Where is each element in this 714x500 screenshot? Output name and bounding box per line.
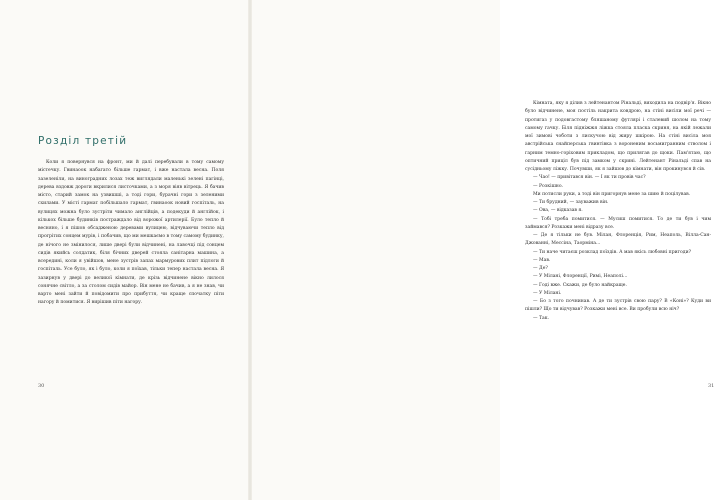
right-paragraph: — Де? — [533, 266, 548, 271]
right-paragraph: — Ти брудний, — зауважив він. — [533, 200, 609, 205]
right-paragraph: — Так. — [533, 315, 550, 321]
right-paragraph: — Розкішно. — [533, 183, 564, 189]
right-paragraph: — Де я тільки не був. Мілан, Флоренція, Рим, Неаполь, Вілла-Сан-Джованні, Мессіна, Таорміна... — [525, 233, 711, 247]
right-paragraph: — Ова, — відказав я. — [533, 208, 583, 214]
right-paragraph: — У Мілані. — [533, 290, 562, 296]
right-page — [250, 0, 714, 500]
left-paragraph: Коли я повернувся на фронт, ми й далі перебували в тому самому містечку. Гвинаоок набагато більше гармат, і вже настала весна. Поля зазеленіли, на виноградних лозах теж виглядали маленькі зелені пагінці, дерева вздовж дороги вкрилися листочками, а з моря віяв вітрець. Я бачив місто, старий замок на узвишші, а тоді гори, бурачні гори з зеленими схилами. У місті гармат побільшало гармат, гвинаоок новий госпіталь, на вулицях можна було зустріти чимало англійців, а подекуди й англійок, і кількох більше будинків постраждало від ворожої артилерії. Було тепло й весняно, і я пішов обсадженою деревами вулицею, відчуваючи тепло від прогрітих сонцем мурів, і побачив, що ми мешкаємо в тому самому будинку, де нічого не змінилося, лише двері були відчинені, на лавочці під сонцем сидів якийсь солдатик, біля бічних дверей стояла санітарна машина, а всередині, коли я увійшов, мене зустрів запах мармурових плит підлоги й госпіталь. Усе було, як і було, коли я поїхав, тільки тепер настала весна. Я зазирнув у двері до великої кімнати, де крізь відчинене вікно лилося сонячне світло, а за столом сидів майор. Він мене не бачив, а я не знав, чи варто мені зайти й повідомити про прибуття, чи краще спочатку піти нагору й помитися. Я вирішив піти нагору. — [38, 160, 224, 306]
right-paragraph: — Чао! — привітався він. — І як ти провів час? — [533, 175, 646, 181]
right-paragraph: — Тобі треба помитися. — Мусиш помитися. То де ти був і чим займався? Розкажи мені відразу все. — [525, 216, 711, 230]
right-paragraph: — У Мілані, Флоренції, Римі, Неаполі... — [533, 274, 628, 280]
chapter-title: Розділ третій — [38, 135, 128, 147]
right-paragraph: — Годі вже. Скажи, де було найкраще. — [533, 282, 627, 288]
right-paragraph: — Бо з того почнинав. А де ти зустрів свою пару? В «Коні»? Куди ви пішли? Що ти відчував? Розкажи мені все. Ви пробули всю ніч? — [525, 299, 711, 313]
right-paragraph: Кімната, яку я ділив з лейтенантом Рінальді, виходила на подвір'я. Вікно було відчинене, моя постіль накрита ковдрою, на стіні висіли мої речі — протигаз у подовгастому бляшаному футлярі і сталевий шолом на тому самому гачку. Біля підніжжя ліжка стояла пласка скриня, на якій лежали мої зимові чоботи з лискучою від жиру шкірою. На стіні висіла моя австрійська снайперська гвинтівка з вороненим восьмигранним стволом і гарним темно-горіховим прикладом, що прилягав до щоки. Пам'ятаю, що оптичний приціл був під замком у скрині. Лейтенант Рінальді спав на сусідньому ліжку. Почувши, як я зайшов до кімнати, він прокинувся й сів. — [525, 101, 711, 172]
page-number-left: 30 — [38, 383, 45, 389]
right-page-text — [525, 100, 711, 323]
right-paragraph: — Ти наче читаєш розклад поїздів. А мав якісь любовні пригоди? — [533, 249, 692, 255]
left-page — [0, 0, 250, 500]
left-page-text — [38, 159, 224, 308]
right-paragraph: — Мав. — [533, 257, 551, 263]
right-paragraph: Ми потисли руки, а тоді він пригорнув мене за шию й поцілував. — [533, 191, 691, 197]
page-number-right: 31 — [708, 383, 714, 389]
